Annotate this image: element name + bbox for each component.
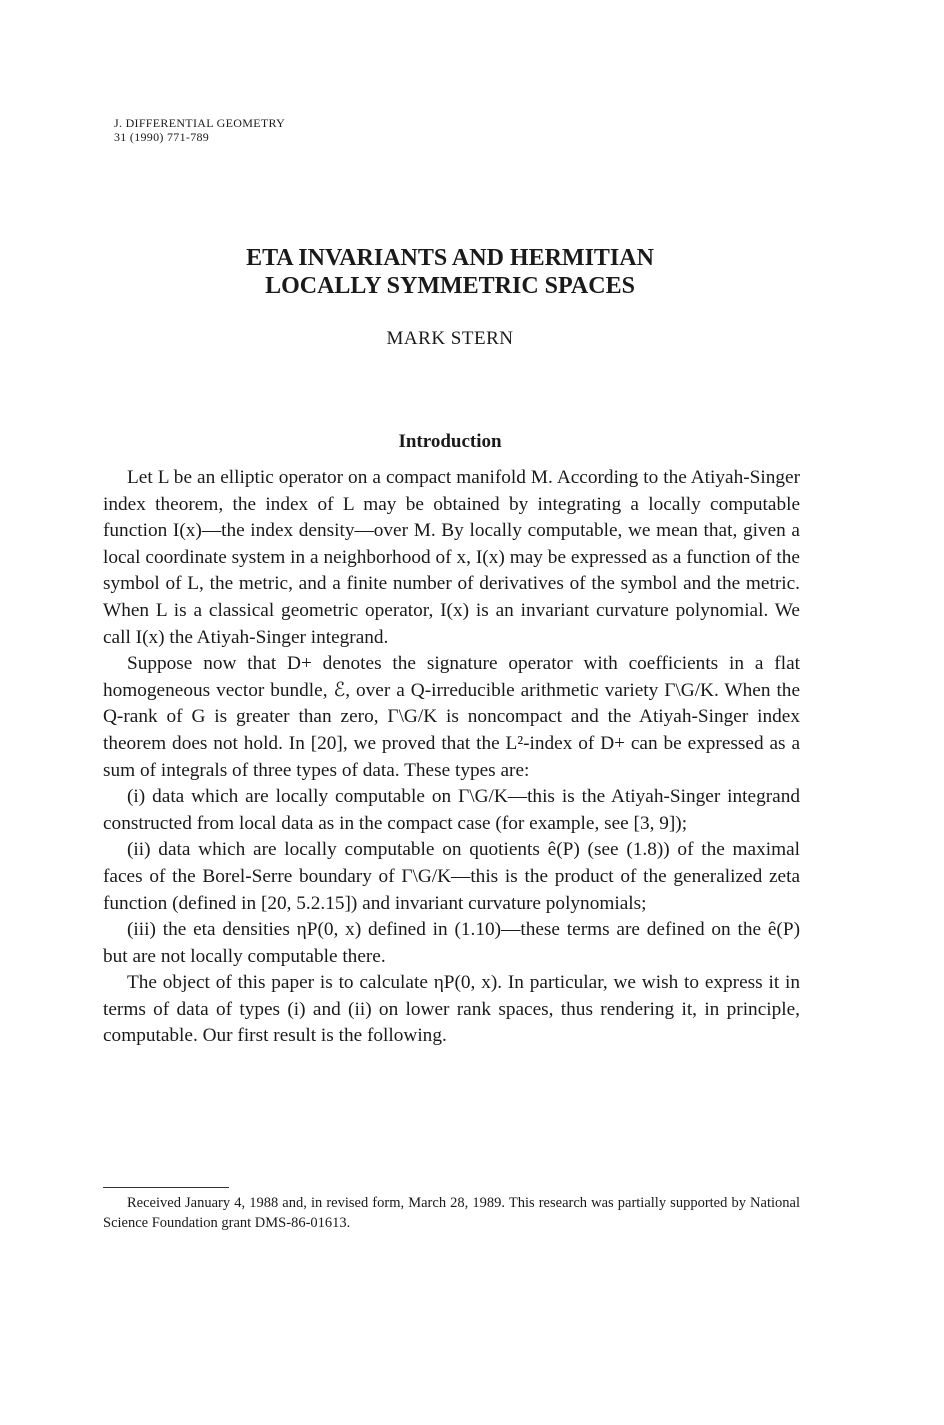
journal-name: J. DIFFERENTIAL GEOMETRY [114,116,286,130]
footnote: Received January 4, 1988 and, in revised form, March 28, 1989. This research was partially supported by National Science Foundation grant DMS-86-01613. [103,1195,800,1231]
paragraph: Suppose now that D+ denotes the signature operator with coefficients in a flat homogeneous vector bundle, ℰ, over a Q-irreducible arithmetic variety Γ\G/K. When the Q-rank of G is greater than zero, Γ\G/K is noncompact and the Atiyah-Singer index theorem does not hold. In [20], we proved that the L²-index of D+ can be expressed as a sum of integrals of three types of data. These types are: [103,653,800,781]
paragraph: Let L be an elliptic operator on a compact manifold M. According to the Atiyah-Singer index theorem, the index of L may be obtained by integrating a locally computable function I(x)—the index density—over M. By locally computable, we mean that, given a local coordinate system in a neighborhood of x, I(x) may be expressed as a function of the symbol of L, the metric, and a finite number of derivatives of the symbol and the metric. When L is a classical geometric operator, I(x) is an invariant curvature polynomial. We call I(x) the Atiyah-Singer integrand. [103,467,800,648]
section-heading: Introduction [398,431,502,452]
paragraph: The object of this paper is to calculate ηP(0, x). In particular, we wish to express it in terms of data of types (i) and (ii) on lower rank spaces, thus rendering it, in principle, computable. Our first result is the following. [103,972,800,1047]
journal-citation: 31 (1990) 771-789 [114,130,210,144]
list-item: (ii) data which are locally computable on quotients ê(P) (see (1.8)) of the maximal faces of the Borel-Serre boundary of Γ\G/K—this is the product of the generalized zeta function (defined in [20, 5.2.15]) and invariant curvature polynomials; [103,839,800,914]
author-name: MARK STERN [386,328,514,349]
paper-title-line-1: ETA INVARIANTS AND HERMITIAN [246,245,654,271]
footnote-divider [103,1187,229,1188]
paper-title-line-2: LOCALLY SYMMETRIC SPACES [265,273,635,299]
journal-header [114,116,285,144]
list-item: (i) data which are locally computable on Γ\G/K—this is the Atiyah-Singer integrand constructed from local data as in the compact case (for example, see [3, 9]); [103,786,800,834]
list-item: (iii) the eta densities ηP(0, x) defined in (1.10)—these terms are defined on the ê(P) but are not locally computable there. [103,919,800,967]
body-text [103,465,800,1050]
